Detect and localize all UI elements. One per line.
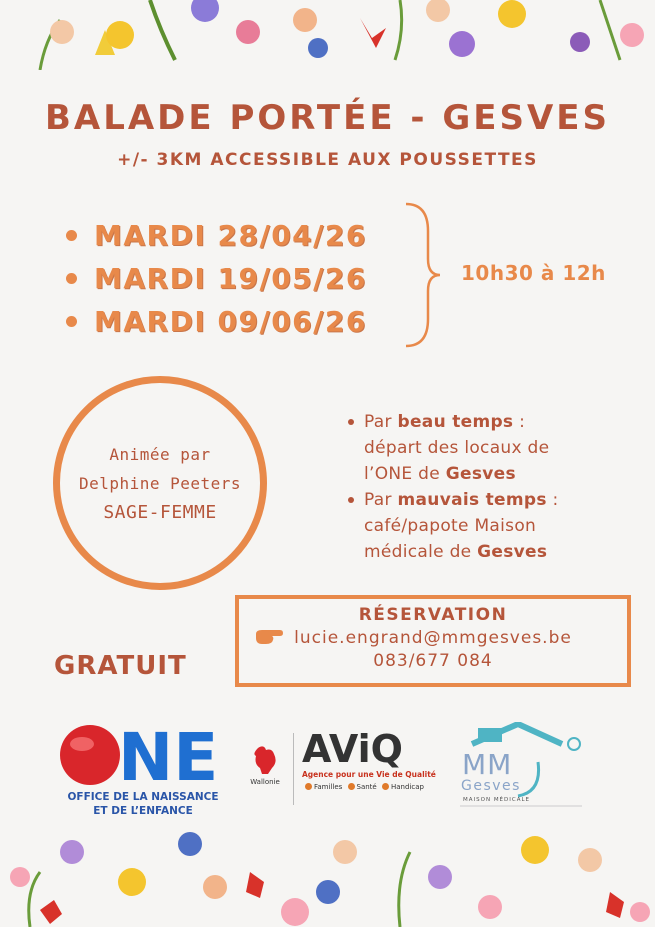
info-text: l’ONE de: [364, 464, 446, 484]
aviq-logo: [302, 728, 436, 791]
event-subtitle: +/- 3KM ACCESSIBLE AUX POUSSETTES: [117, 150, 538, 170]
bad-weather-info: [347, 487, 647, 565]
reservation-phone[interactable]: 083/677 084: [373, 651, 493, 671]
info-emphasis: beau temps: [397, 412, 514, 432]
wallonie-label: Wallonie: [250, 778, 280, 786]
host-role: SAGE-FEMME: [103, 501, 217, 523]
info-text: départ des locaux de: [364, 438, 550, 458]
one-caption-line: OFFICE DE LA NAISSANCE: [67, 791, 219, 803]
host-badge: [53, 376, 267, 590]
info-emphasis: mauvais temps: [397, 490, 547, 510]
info-text: :: [513, 412, 526, 432]
aviq-category: Santé: [356, 783, 377, 791]
bullet-icon: [348, 419, 354, 425]
good-weather-info: [347, 409, 647, 487]
time-range: 10h30 à 12h: [461, 261, 606, 285]
date-text: MARDI 19/05/26: [94, 262, 367, 295]
host-name: Delphine Peeters: [78, 473, 242, 493]
host-intro: Animée par: [109, 444, 211, 464]
aviq-tagline: Agence pour une Vie de Qualité: [302, 770, 436, 779]
aviq-name: AViQ: [302, 727, 403, 771]
reservation-title: RÉSERVATION: [358, 605, 508, 625]
one-letters: NE: [118, 722, 219, 788]
reservation-email-row: [239, 628, 627, 648]
date-item: [62, 300, 367, 343]
logo-divider: [293, 733, 294, 805]
mm-word: Gesves: [461, 778, 521, 794]
aviq-category: Familles: [314, 783, 343, 791]
pointing-hand-icon: [254, 626, 284, 648]
info-text: café/papote Maison: [364, 516, 537, 536]
date-text: MARDI 28/04/26: [94, 219, 367, 252]
flower-border-bottom: [0, 832, 655, 927]
info-emphasis: Gesves: [477, 542, 548, 562]
one-logo: [58, 722, 228, 792]
health-icon: [348, 783, 355, 790]
info-emphasis: Gesves: [445, 464, 516, 484]
curly-brace-icon: [402, 201, 442, 349]
info-text: :: [546, 490, 559, 510]
bullet-icon: [66, 316, 77, 327]
one-caption: [58, 790, 228, 818]
info-text: Par: [364, 490, 398, 510]
info-text: médicale de: [364, 542, 478, 562]
aviq-categories: [302, 783, 436, 791]
aviq-category: Handicap: [390, 783, 424, 791]
event-title: BALADE PORTÉE - GESVES: [44, 98, 611, 138]
handicap-icon: [382, 783, 389, 790]
bullet-icon: [348, 497, 354, 503]
mm-letters: MM: [462, 748, 513, 781]
info-text: Par: [364, 412, 398, 432]
weather-info-list: [347, 409, 647, 565]
date-list: [62, 214, 367, 343]
date-item: [62, 214, 367, 257]
one-logo-mark: [58, 722, 228, 788]
one-caption-line: ET DE L’ENFANCE: [93, 805, 193, 817]
wallonie-rooster-icon: [248, 744, 282, 778]
flower-border-top: [0, 0, 655, 70]
family-icon: [305, 783, 312, 790]
date-item: [62, 257, 367, 300]
bullet-icon: [66, 273, 77, 284]
reservation-box: [235, 595, 631, 687]
bullet-icon: [66, 230, 77, 241]
reservation-email[interactable]: lucie.engrand@mmgesves.be: [294, 628, 572, 648]
date-text: MARDI 09/06/26: [94, 305, 367, 338]
mm-subtitle: MAISON MÉDICALE: [463, 797, 531, 803]
price-label: GRATUIT: [54, 651, 187, 681]
